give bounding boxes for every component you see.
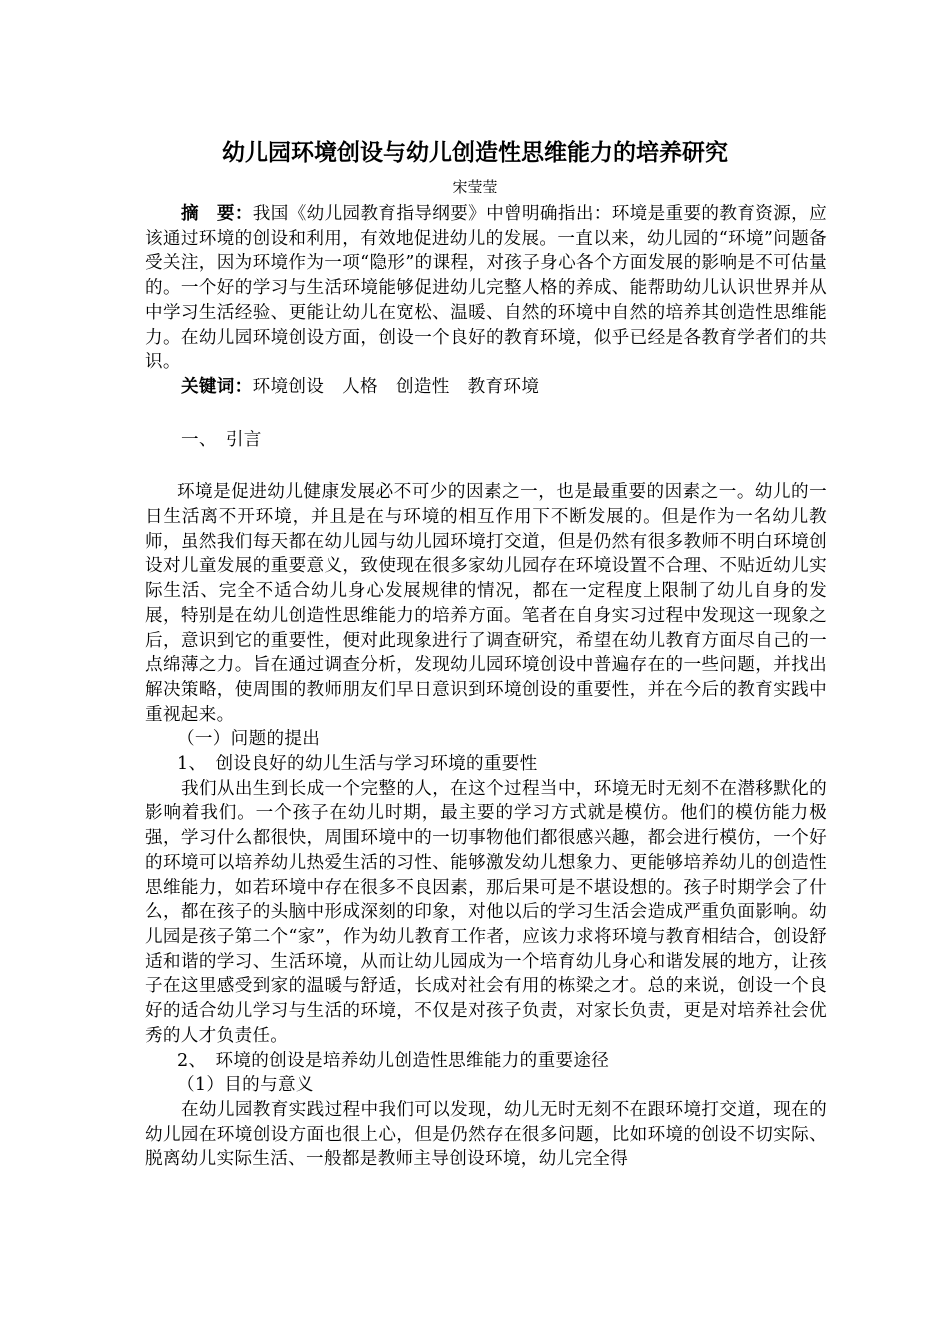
point-heading: 1、 创设良好的幼儿生活与学习环境的重要性 <box>177 754 538 775</box>
keyword: 人格 <box>342 376 378 397</box>
sub-point-heading: （1）目的与意义 <box>177 1075 314 1096</box>
keywords-label: 关键词： <box>181 376 253 397</box>
point-heading: 2、 环境的创设是培养幼儿创造性思维能力的重要途径 <box>177 1050 610 1071</box>
keyword: 教育环境 <box>467 376 540 397</box>
abstract-label: 摘 要： <box>181 204 253 224</box>
document-author: 宋莹莹 <box>452 178 498 196</box>
document-body <box>145 202 827 1172</box>
keyword: 创造性 <box>395 376 450 397</box>
keyword: 环境创设 <box>252 376 325 397</box>
point-paragraph: 我们从出生到长成一个完整的人，在这个过程当中，环境无时无刻不在潜移默化的影响着我们。一个孩子在幼儿时期，最主要的学习方式就是模仿。他们的模仿能力极强，学习什么都很快，周围环境中的一切事物他们都很感兴趣，都会进行模仿，一个好的环境可以培养幼儿热爱生活的习性、能够激发幼儿想象力、更能够培养幼儿的创造性思维能力，如若环境中存在很多不良因素，那后果可是不堪设想的。孩子时期学会了什么，都在孩子的头脑中形成深刻的印象，对他以后的学习生活会造成严重负面影响。幼儿园是孩子第二个“家”，作为幼儿教育工作者，应该力求将环境与教育相结合，创设舒适和谐的学习、生活环境，从而让幼儿园成为一个培育幼儿身心和谐发展的地方，让孩子在这里感受到家的温暖与舒适，长成对社会有用的栋梁之才。总的来说，创设一个良好的适合幼儿学习与生活的环境，不仅是对孩子负责，对家长负责，更是对培养社会优秀的人才负责任。 <box>145 778 827 1046</box>
intro-paragraph: 环境是促进幼儿健康发展必不可少的因素之一，也是最重要的因素之一。幼儿的一日生活离不开环境，并且是在与环境的相互作用下不断发展的。但是作为一名幼儿教师，虽然我们每天都在幼儿园与幼儿园环境打交道，但是仍然有很多教师不明白环境创设对儿童发展的重要意义，致使现在很多家幼儿园存在环境设置不合理、不贴近幼儿实际生活、完全不适合幼儿身心发展规律的情况，都在一定程度上限制了幼儿自身的发展，特别是在幼儿创造性思维能力的培养方面。笔者在自身实习过程中发现这一现象之后，意识到它的重要性，便对此现象进行了调查研究，希望在幼儿教育方面尽自己的一点绵薄之力。旨在通过调查分析，发现幼儿园环境创设中普遍存在的一些问题，并找出解决策略，使周围的教师朋友们早日意识到环境创设的重要性，并在今后的教育实践中重视起来。 <box>145 482 827 725</box>
subsection-heading: （一）问题的提出 <box>177 729 321 750</box>
section-heading: 一、 引言 <box>181 429 262 450</box>
abstract-paragraph <box>145 202 827 375</box>
point-paragraph: 在幼儿园教育实践过程中我们可以发现，幼儿无时无刻不在跟环境打交道，现在的幼儿园在环境创设方面也很上心，但是仍然存在很多问题，比如环境的创设不切实际、脱离幼儿实际生活、一般都是教师主导创设环境，幼儿完全得 <box>145 1099 827 1170</box>
keywords-line <box>145 375 827 400</box>
abstract-text: 我国《幼儿园教育指导纲要》中曾明确指出：环境是重要的教育资源，应该通过环境的创设和利用，有效地促进幼儿的发展。一直以来，幼儿园的“环境”问题备受关注，因为环境作为一项“隐形”的课程，对孩子身心各个方面发展的影响是不可估量的。一个好的学习与生活环境能够促进幼儿完整人格的养成、能帮助幼儿认识世界并从中学习生活经验、更能让幼儿在宽松、温暖、自然的环境中自然的培养其创造性思维能力。在幼儿园环境创设方面，创设一个良好的教育环境，似乎已经是各教育学者们的共识。 <box>145 204 828 373</box>
document-title: 幼儿园环境创设与幼儿创造性思维能力的培养研究 <box>222 140 728 166</box>
